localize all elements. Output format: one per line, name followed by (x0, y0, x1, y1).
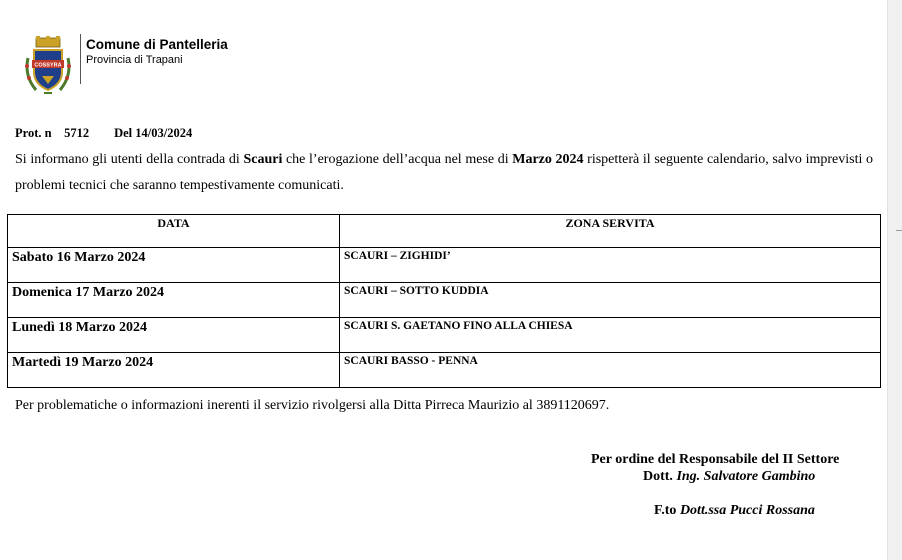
organization-header (86, 37, 228, 66)
protocol-label: Prot. n (15, 126, 52, 140)
row-date: Lunedì 18 Marzo 2024 (8, 318, 340, 353)
crest-banner-text: COSSYRA (34, 62, 62, 69)
intro-text-2: che l’erogazione dell’acqua nel mese di (282, 152, 513, 167)
intro-text-1: Si informano gli utenti della contrada di (15, 152, 244, 167)
table-row (8, 318, 881, 353)
protocol-date: Del 14/03/2024 (114, 126, 193, 140)
row-zone: SCAURI S. GAETANO FINO ALLA CHIESA (340, 318, 881, 353)
intro-month: Marzo 2024 (512, 152, 584, 167)
contact-info: Per problematiche o informazioni inerenti il servizio rivolgersi alla Ditta Pirreca Maurizio al 3891120697. (15, 398, 610, 413)
vertical-scrollbar[interactable] (887, 0, 902, 560)
protocol-number: 5712 (64, 126, 90, 140)
header-date: DATA (8, 215, 340, 248)
signed-by-prefix: F.to (654, 503, 680, 518)
municipal-crest-logo (22, 36, 74, 98)
intro-place: Scauri (243, 152, 283, 167)
signature-line-2 (643, 469, 815, 485)
intro-paragraph (15, 147, 873, 199)
row-zone: SCAURI BASSO - PENNA (340, 353, 881, 388)
table-row (8, 353, 881, 388)
signed-by-name: Dott.ssa Pucci Rossana (679, 503, 815, 518)
signature-title: Dott. (643, 469, 677, 484)
organization-name: Comune di Pantelleria (86, 37, 228, 52)
scrollbar-marker (896, 230, 902, 231)
signature-line-1: Per ordine del Responsabile del II Settore (591, 452, 840, 467)
table-row (8, 248, 881, 283)
intro-text-3: rispetterà il seguente calendario, salvo imprevisti o problemi tecnici che saranno tempestivamente comunicati. (15, 152, 873, 193)
province-name: Provincia di Trapani (86, 54, 183, 66)
row-date: Sabato 16 Marzo 2024 (8, 248, 340, 283)
schedule-table (7, 214, 881, 388)
header-zone: ZONA SERVITA (340, 215, 881, 248)
table-row (8, 283, 881, 318)
row-zone: SCAURI – SOTTO KUDDIA (340, 283, 881, 318)
table-header-row (8, 215, 881, 248)
signature-name: Ing. Salvatore Gambino (676, 469, 816, 484)
row-date: Martedì 19 Marzo 2024 (8, 353, 340, 388)
row-zone: SCAURI – ZIGHIDI’ (340, 248, 881, 283)
signature-line-3 (654, 503, 815, 519)
header-divider (80, 34, 81, 84)
protocol-line (15, 126, 192, 141)
row-date: Domenica 17 Marzo 2024 (8, 283, 340, 318)
